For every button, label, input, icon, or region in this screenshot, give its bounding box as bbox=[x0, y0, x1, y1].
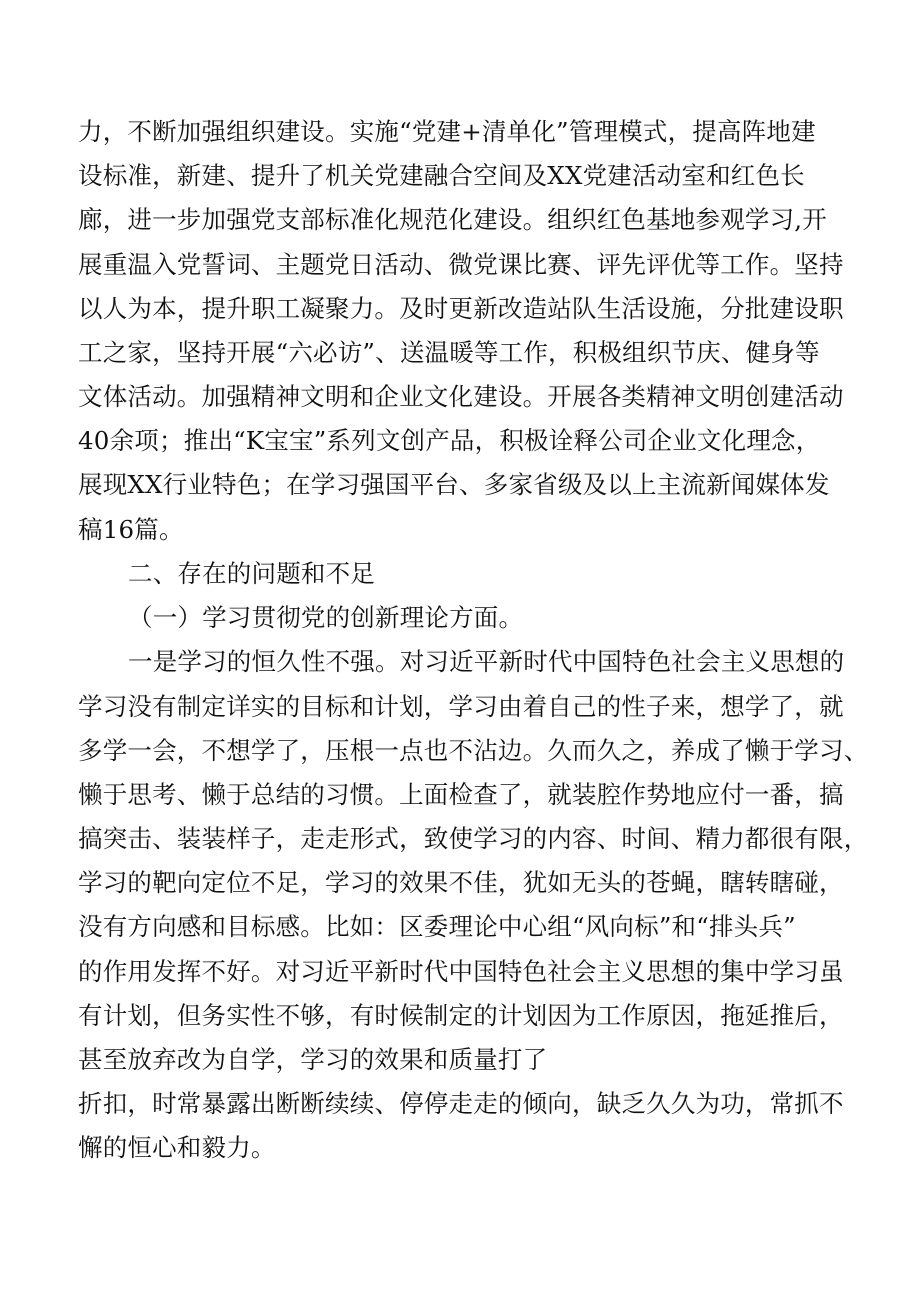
text-line-15: 多学一会，不想学了，压根一点也不沾边。久而久之，养成了懒于学习、 bbox=[78, 736, 869, 765]
text-line-7: 文体活动。加强精神文明和企业文化建设。开展各类精神文明创建活动 bbox=[78, 382, 844, 411]
text-line-6: 工之家，坚持开展“六必访”、送温暖等工作，积极组织节庆、健身等 bbox=[78, 338, 820, 367]
text-line-23: 折扣，时常暴露出断断续续、停停走走的倾向，缺乏久久为功，常抓不 bbox=[78, 1089, 844, 1118]
text-line-1: 力，不断加强组织建设。实施“党建+清单化”管理模式，提高阵地建 bbox=[78, 117, 816, 146]
text-line-8: 40余项；推出“K宝宝”系列文创产品，积极诠释公司企业文化理念， bbox=[78, 426, 821, 455]
text-line-19: 没有方向感和目标感。比如：区委理论中心组“风向标”和“排头兵” bbox=[78, 912, 796, 941]
text-line-3: 廊，进一步加强党支部标准化规范化建设。组织红色基地参观学习,开 bbox=[78, 205, 827, 234]
text-line-18: 学习的靶向定位不足，学习的效果不佳，犹如无头的苍蝇，瞎转瞎碰， bbox=[78, 868, 844, 897]
text-line-2: 设标准，新建、提升了机关党建融合空间及XX党建活动室和红色长 bbox=[78, 161, 805, 190]
text-line-20: 的作用发挥不好。对习近平新时代中国特色社会主义思想的集中学习虽 bbox=[78, 957, 844, 986]
text-line-9: 展现XX行业特色；在学习强国平台、多家省级及以上主流新闻媒体发 bbox=[78, 470, 830, 499]
text-line-10: 稿16篇。 bbox=[78, 515, 184, 544]
subsection-heading: （一）学习贯彻党的创新理论方面。 bbox=[128, 603, 524, 632]
text-line-21: 有计划，但务实性不够，有时候制定的计划因为工作原因，拖延推后， bbox=[78, 1001, 844, 1030]
text-line-4: 展重温入党誓词、主题党日活动、微党课比赛、评先评优等工作。坚持 bbox=[78, 250, 844, 279]
text-line-24: 懈的恒心和毅力。 bbox=[78, 1133, 276, 1162]
text-line-14: 学习没有制定详实的目标和计划，学习由着自己的性子来，想学了，就 bbox=[78, 692, 844, 721]
text-line-13: 一是学习的恒久性不强。对习近平新时代中国特色社会主义思想的 bbox=[128, 647, 845, 676]
text-line-17: 搞突击、装装样子，走走形式，致使学习的内容、时间、精力都很有限， bbox=[78, 824, 869, 853]
text-line-16: 懒于思考、懒于总结的习惯。上面检查了，就装腔作势地应付一番，搞 bbox=[78, 780, 844, 809]
text-line-22: 甚至放弃改为自学，学习的效果和质量打了 bbox=[78, 1045, 548, 1074]
text-line-5: 以人为本，提升职工凝聚力。及时更新改造站队生活设施，分批建设职 bbox=[78, 294, 844, 323]
section-heading: 二、存在的问题和不足 bbox=[128, 559, 375, 588]
